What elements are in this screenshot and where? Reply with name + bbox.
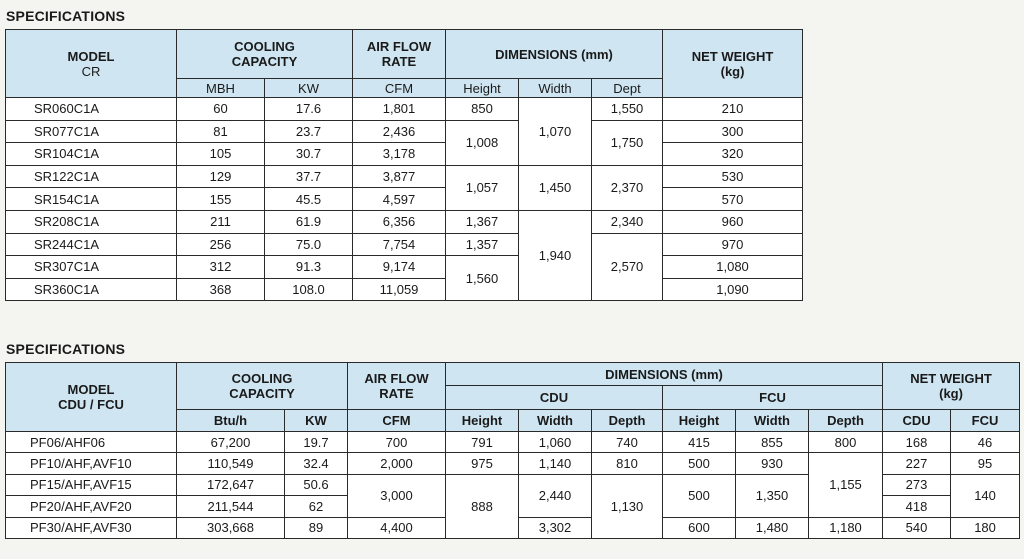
cell-weight: 970 bbox=[663, 233, 803, 256]
cell-model: PF30/AHF,AVF30 bbox=[6, 517, 177, 538]
cell-width: 1,070 bbox=[519, 98, 592, 166]
header-mbh: MBH bbox=[177, 79, 265, 98]
cell-mbh: 60 bbox=[177, 98, 265, 121]
cell-weight: 530 bbox=[663, 165, 803, 188]
cell-kw: 32.4 bbox=[285, 453, 348, 474]
cell-weight-cdu: 418 bbox=[883, 496, 951, 517]
cell-cdu-depth: 740 bbox=[592, 432, 663, 453]
cell-cfm: 1,801 bbox=[353, 98, 446, 121]
cell-dept: 1,550 bbox=[592, 98, 663, 121]
cell-width: 1,940 bbox=[519, 210, 592, 300]
section-title-2: SPECIFICATIONS bbox=[6, 341, 126, 357]
cell-height: 1,057 bbox=[446, 165, 519, 210]
header-weight-cdu: CDU bbox=[883, 410, 951, 432]
cell-mbh: 105 bbox=[177, 143, 265, 166]
header-fcu-height: Height bbox=[663, 410, 736, 432]
header-net-weight: NET WEIGHT (kg) bbox=[663, 30, 803, 98]
header-cdu: CDU bbox=[446, 386, 663, 410]
cell-model: PF20/AHF,AVF20 bbox=[6, 496, 177, 517]
header-fcu: FCU bbox=[663, 386, 883, 410]
cell-btuh: 211,544 bbox=[177, 496, 285, 517]
cell-cdu-width: 3,302 bbox=[519, 517, 592, 538]
cell-cfm: 3,877 bbox=[353, 165, 446, 188]
cell-cfm: 6,356 bbox=[353, 210, 446, 233]
table-row bbox=[6, 143, 803, 166]
cell-btuh: 110,549 bbox=[177, 453, 285, 474]
cell-cfm: 4,400 bbox=[348, 517, 446, 538]
header-cdu-width: Width bbox=[519, 410, 592, 432]
cell-kw: 37.7 bbox=[265, 165, 353, 188]
cell-cdu-depth: 810 bbox=[592, 453, 663, 474]
cell-model: SR154C1A bbox=[6, 188, 177, 211]
cell-dept: 1,750 bbox=[592, 120, 663, 165]
cell-btuh: 172,647 bbox=[177, 474, 285, 495]
cell-height: 1,560 bbox=[446, 256, 519, 301]
cell-weight-fcu: 180 bbox=[951, 517, 1020, 538]
header-cooling-capacity: COOLING CAPACITY bbox=[177, 30, 353, 79]
cell-weight: 1,090 bbox=[663, 278, 803, 301]
cell-model: SR104C1A bbox=[6, 143, 177, 166]
cell-width: 1,450 bbox=[519, 165, 592, 210]
cell-weight-cdu: 540 bbox=[883, 517, 951, 538]
cell-cfm: 700 bbox=[348, 432, 446, 453]
header-kw: KW bbox=[265, 79, 353, 98]
cell-weight-fcu: 46 bbox=[951, 432, 1020, 453]
cell-fcu-height: 600 bbox=[663, 517, 736, 538]
cell-weight-fcu: 95 bbox=[951, 453, 1020, 474]
header-kw: KW bbox=[285, 410, 348, 432]
cell-model: PF06/AHF06 bbox=[6, 432, 177, 453]
cell-cdu-depth: 1,130 bbox=[592, 474, 663, 538]
header-cdu-height: Height bbox=[446, 410, 519, 432]
cell-height: 850 bbox=[446, 98, 519, 121]
cell-weight: 1,080 bbox=[663, 256, 803, 279]
cell-kw: 89 bbox=[285, 517, 348, 538]
cell-model: SR077C1A bbox=[6, 120, 177, 143]
cell-cfm: 2,436 bbox=[353, 120, 446, 143]
header-dept: Dept bbox=[592, 79, 663, 98]
cell-mbh: 312 bbox=[177, 256, 265, 279]
cell-dept: 2,570 bbox=[592, 233, 663, 301]
header-cfm: CFM bbox=[348, 410, 446, 432]
cell-weight: 320 bbox=[663, 143, 803, 166]
header-btuh: Btu/h bbox=[177, 410, 285, 432]
spec-table-cr bbox=[5, 29, 803, 301]
cell-weight: 570 bbox=[663, 188, 803, 211]
cell-kw: 75.0 bbox=[265, 233, 353, 256]
cell-height: 1,008 bbox=[446, 120, 519, 165]
cell-model: PF15/AHF,AVF15 bbox=[6, 474, 177, 495]
cell-model: SR307C1A bbox=[6, 256, 177, 279]
cell-dept: 2,370 bbox=[592, 165, 663, 210]
cell-model: SR208C1A bbox=[6, 210, 177, 233]
cell-cfm: 4,597 bbox=[353, 188, 446, 211]
cell-kw: 23.7 bbox=[265, 120, 353, 143]
cell-fcu-width: 1,480 bbox=[736, 517, 809, 538]
table-row bbox=[6, 165, 803, 188]
table-row bbox=[6, 453, 1020, 474]
section-title-1: SPECIFICATIONS bbox=[6, 8, 126, 24]
cell-fcu-depth: 1,180 bbox=[809, 517, 883, 538]
cell-model: SR122C1A bbox=[6, 165, 177, 188]
cell-weight: 210 bbox=[663, 98, 803, 121]
header-width: Width bbox=[519, 79, 592, 98]
cell-kw: 62 bbox=[285, 496, 348, 517]
header-dimensions: DIMENSIONS (mm) bbox=[446, 30, 663, 79]
cell-weight: 300 bbox=[663, 120, 803, 143]
cell-fcu-width: 855 bbox=[736, 432, 809, 453]
cell-mbh: 155 bbox=[177, 188, 265, 211]
header-air-flow-rate: AIR FLOW RATE bbox=[348, 363, 446, 410]
cell-cdu-width: 2,440 bbox=[519, 474, 592, 517]
header-air-flow-rate: AIR FLOW RATE bbox=[353, 30, 446, 79]
cell-fcu-height: 415 bbox=[663, 432, 736, 453]
cell-model: SR360C1A bbox=[6, 278, 177, 301]
cell-cfm: 3,178 bbox=[353, 143, 446, 166]
cell-mbh: 256 bbox=[177, 233, 265, 256]
cell-fcu-depth: 1,155 bbox=[809, 453, 883, 517]
cell-cdu-height: 975 bbox=[446, 453, 519, 474]
header-fcu-width: Width bbox=[736, 410, 809, 432]
table-row bbox=[6, 233, 803, 256]
cell-fcu-depth: 800 bbox=[809, 432, 883, 453]
cell-btuh: 67,200 bbox=[177, 432, 285, 453]
header-net-weight: NET WEIGHT (kg) bbox=[883, 363, 1020, 410]
cell-kw: 30.7 bbox=[265, 143, 353, 166]
cell-weight-cdu: 227 bbox=[883, 453, 951, 474]
cell-kw: 61.9 bbox=[265, 210, 353, 233]
table-row bbox=[6, 188, 803, 211]
table-row bbox=[6, 256, 803, 279]
cell-cfm: 11,059 bbox=[353, 278, 446, 301]
cell-cdu-height: 791 bbox=[446, 432, 519, 453]
header-model: MODEL CR bbox=[6, 30, 177, 98]
cell-fcu-height: 500 bbox=[663, 474, 736, 517]
cell-dept: 2,340 bbox=[592, 210, 663, 233]
cell-kw: 17.6 bbox=[265, 98, 353, 121]
table-row bbox=[6, 210, 803, 233]
cell-mbh: 129 bbox=[177, 165, 265, 188]
cell-mbh: 368 bbox=[177, 278, 265, 301]
cell-kw: 45.5 bbox=[265, 188, 353, 211]
header-cdu-depth: Depth bbox=[592, 410, 663, 432]
header-model: MODEL CDU / FCU bbox=[6, 363, 177, 432]
cell-weight-fcu: 140 bbox=[951, 474, 1020, 517]
table-row bbox=[6, 98, 803, 121]
header-weight-fcu: FCU bbox=[951, 410, 1020, 432]
cell-fcu-width: 1,350 bbox=[736, 474, 809, 517]
cell-cfm: 7,754 bbox=[353, 233, 446, 256]
cell-weight-cdu: 168 bbox=[883, 432, 951, 453]
cell-cfm: 9,174 bbox=[353, 256, 446, 279]
cell-cfm: 3,000 bbox=[348, 474, 446, 517]
cell-mbh: 211 bbox=[177, 210, 265, 233]
header-fcu-depth: Depth bbox=[809, 410, 883, 432]
cell-kw: 108.0 bbox=[265, 278, 353, 301]
cell-fcu-width: 930 bbox=[736, 453, 809, 474]
cell-weight-cdu: 273 bbox=[883, 474, 951, 495]
table-row bbox=[6, 278, 803, 301]
cell-model: PF10/AHF,AVF10 bbox=[6, 453, 177, 474]
cell-weight: 960 bbox=[663, 210, 803, 233]
header-cooling-capacity: COOLING CAPACITY bbox=[177, 363, 348, 410]
cell-cdu-width: 1,060 bbox=[519, 432, 592, 453]
cell-mbh: 81 bbox=[177, 120, 265, 143]
cell-fcu-height: 500 bbox=[663, 453, 736, 474]
cell-cdu-height: 888 bbox=[446, 474, 519, 538]
header-height: Height bbox=[446, 79, 519, 98]
cell-height: 1,357 bbox=[446, 233, 519, 256]
cell-height: 1,367 bbox=[446, 210, 519, 233]
cell-kw: 19.7 bbox=[285, 432, 348, 453]
header-cfm: CFM bbox=[353, 79, 446, 98]
cell-cfm: 2,000 bbox=[348, 453, 446, 474]
cell-cdu-width: 1,140 bbox=[519, 453, 592, 474]
table-row bbox=[6, 432, 1020, 453]
cell-kw: 91.3 bbox=[265, 256, 353, 279]
cell-btuh: 303,668 bbox=[177, 517, 285, 538]
cell-kw: 50.6 bbox=[285, 474, 348, 495]
header-dimensions: DIMENSIONS (mm) bbox=[446, 363, 883, 386]
spec-table-cdu-fcu bbox=[5, 362, 1020, 539]
cell-model: SR060C1A bbox=[6, 98, 177, 121]
cell-model: SR244C1A bbox=[6, 233, 177, 256]
table-row bbox=[6, 120, 803, 143]
